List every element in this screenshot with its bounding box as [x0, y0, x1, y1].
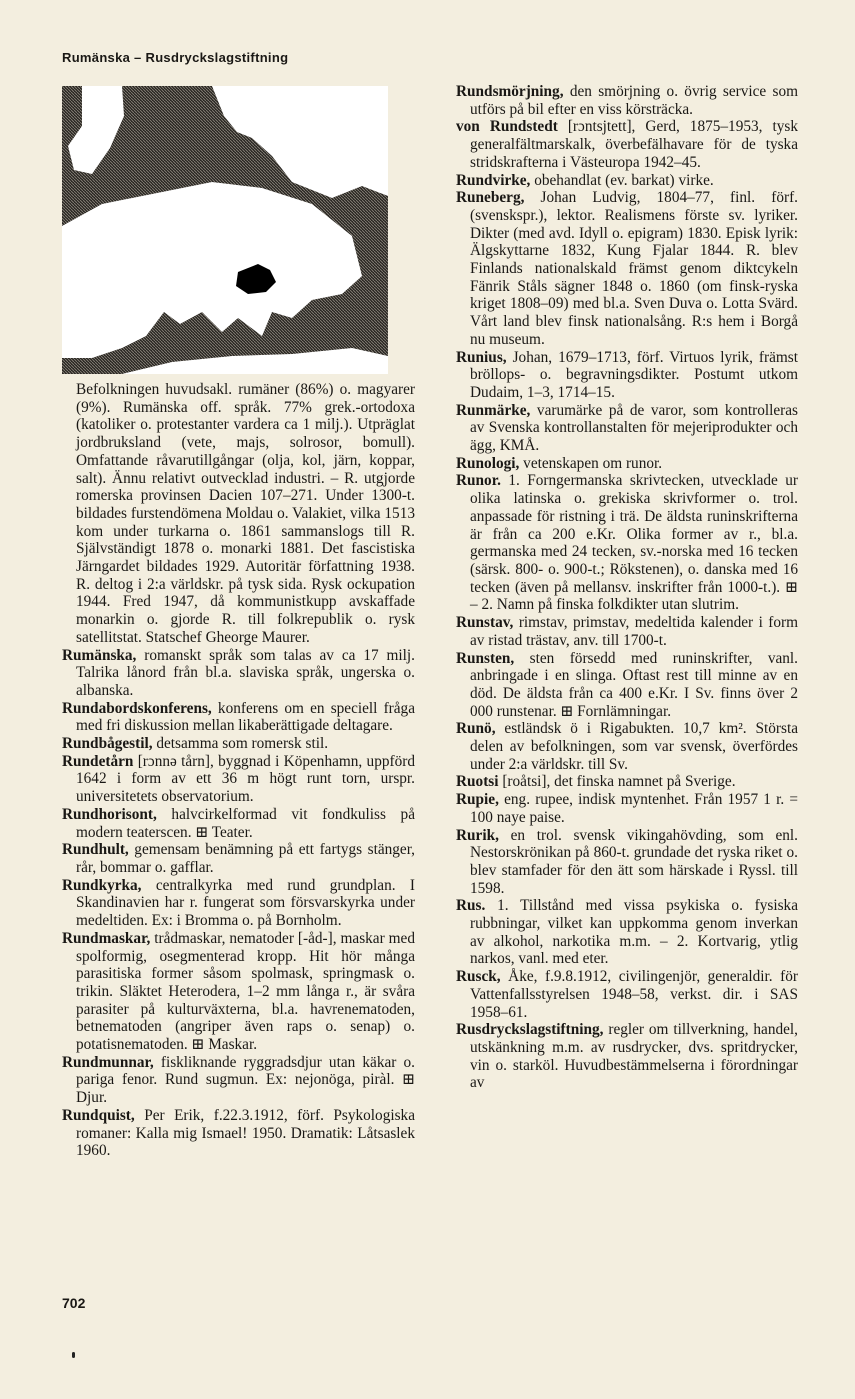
entry-rundkyrka: Rundkyrka, centralkyrka med rund grundplan. I Skandinavien har r. fungerat som försvarskyrka under medeltiden. Ex: i Bromma o. på Bornholm. — [62, 876, 415, 930]
headword: Runö, — [456, 720, 496, 738]
headword: von Rundstedt — [456, 118, 558, 136]
entry-runologi: Runologi, vetenskapen om runor. — [456, 454, 663, 472]
headword: Rundkyrka, — [62, 876, 142, 894]
headword: Rusdryckslagstiftning, — [456, 1021, 604, 1039]
entry-rundetarn: Rundetårn [rɔnnə tårn], byggnad i Köpenhamn, uppförd 1642 i form av ett 36 m högt runt torn, urspr. universitetets observatorium. — [62, 752, 415, 806]
entry-rupie: Rupie, eng. rupee, indisk myntenhet. Från 1957 1 r. = 100 naye paise. — [456, 791, 798, 826]
entry-runor: Runor. 1. Forngermanska skrivtecken, utvecklade ur olika latinska o. grekiska skrivformer o. trol. anpassade för ristning i trä. De äldsta runinskrifterna är från ca 200 e.Kr. Olika former av r., bl.a. germanska med 24 tecken, sv.-norska med 16 tecken (särsk. 800- o. 900-t.; Rökstenen), o. danska med 16 tecken (även på mellansv. inskrifter från 1000-t.). ⊞ – 2. Namn på finska folkdikter utan slutrim. — [456, 472, 798, 614]
entry-rusdryckslagstiftning: Rusdryckslagstiftning, regler om tillverkning, handel, utskänkning m.m. av rusdrycker, dvs. spritdrycker, vin o. starköl. Huvudbestämmelserna i förordningar av — [456, 1021, 798, 1092]
headword: Rundabordskonferens, — [62, 699, 212, 717]
entry-runsten: Runsten, sten försedd med runinskrifter, vanl. anbringade i en slinga. Oftast rest till minne av en död. De äldsta från ca 400 e.Kr. I Sv. finns över 2 000 runstenar. ⊞ Fornlämningar. — [456, 649, 798, 720]
entry-rundmaskar: Rundmaskar, trådmaskar, nematoder [-åd-], maskar med spolformig, osegmenterad kropp. Hit hör många parasitiska former såsom spolmask, springmask o. trikin. Släktet Heterodera, 1–2 mm långa r., är svåra parasiter på kulturväxterna, bl.a. havrenematoden, betnematoden (angriper även raps o. senap) o. potatisnematoden. ⊞ Maskar. — [62, 929, 415, 1054]
headword: Runsten, — [456, 649, 515, 667]
entry-runmarke: Runmärke, varumärke på de varor, som kontrolleras av Svenska kontrollanstalten för mejeriprodukter och ägg, KMÅ. — [456, 401, 798, 455]
entry-rundmunnar: Rundmunnar, fiskliknande ryggradsdjur utan käkar o. pariga fenor. Rund sugmun. Ex: nejonöga, piràl. ⊞ Djur. — [62, 1053, 415, 1107]
right-column — [456, 83, 798, 1092]
headword: Rupie, — [456, 791, 499, 809]
headword: Runmärke, — [456, 401, 531, 419]
headword: Rundbågestil, — [62, 735, 153, 753]
entry-von-rundstedt: von Rundstedt [rɔntsjtett], Gerd, 1875–1953, tysk generalfältmarskalk, överbefälhavare för de tyska stridskrafterna i Västeuropa 1942–45. — [456, 118, 798, 171]
headword: Rundmunnar, — [62, 1053, 154, 1071]
entry-runo: Runö, estländsk ö i Rigabukten. 10,7 km². Största delen av befolkningen, som var svensk, överfördes under 2:a världskr. till Sv. — [456, 720, 798, 773]
headword: Rundetårn — [62, 752, 134, 770]
entry-runius: Runius, Johan, 1679–1713, förf. Virtuos lyrik, främst bröllops- o. begravningsdikter. Postumt utkom Dudaim, 1–3, 1714–15. — [456, 348, 798, 401]
headword: Runologi, — [456, 454, 520, 472]
entry-rundquist: Rundquist, Per Erik, f.22.3.1912, förf. Psykologiska romaner: Kalla mig Ismael! 1950. Dramatik: Låtsaslek 1960. — [62, 1106, 415, 1160]
entry-rumanska: Rumänska, romanskt språk som talas av ca 17 milj. Talrika lånord från bl.a. slaviska språk, ungerska o. albanska. — [62, 646, 415, 699]
page-number: 702 — [62, 1295, 86, 1311]
headword: Rusck, — [456, 968, 501, 986]
headword: Rumänska, — [62, 646, 137, 664]
headword: Rundquist, — [62, 1106, 135, 1124]
running-header: Rumänska – Rusdryckslagstiftning — [62, 50, 289, 65]
entry-rurik: Rurik, en trol. svensk vikingahövding, som enl. Nestorskrönikan på 860-t. grundade det ryska riket o. blev stamfader för den ätt som härskade i Ryssl. till 1598. — [456, 826, 798, 897]
headword: Runor. — [456, 472, 501, 490]
entry-rundhorisont: Rundhorisont, halvcirkelformad vit fondkuliss på modern teaterscen. ⊞ Teater. — [62, 805, 415, 841]
entry-rundhult: Rundhult, gemensam benämning på ett fartygs stänger, rår, bommar o. gafflar. — [62, 841, 415, 876]
entry-rundabordskonferens: Rundabordskonferens, konferens om en speciell fråga med fri diskussion mellan likaberättigade deltagare. — [62, 699, 415, 735]
headword: Rundvirke, — [456, 171, 531, 189]
headword: Ruotsi — [456, 773, 499, 791]
headword: Runius, — [456, 348, 507, 366]
headword: Rundmaskar, — [62, 929, 151, 947]
entry-rus: Rus. 1. Tillstånd med vissa psykiska o. fysiska rubbningar, vilket kan uppkomma genom inverkan av alkohol, narkotika m.m. – 2. Kortvarig, ytlig narkos, vanl. med eter. — [456, 897, 798, 968]
entry-rundvirke: Rundvirke, obehandlat (ev. barkat) virke. — [456, 171, 714, 189]
headword: Runeberg, — [456, 189, 525, 207]
europe-locator-map — [62, 86, 388, 374]
entry-ruotsi: Ruotsi [roåtsi], det finska namnet på Sverige. — [456, 773, 736, 791]
headword: Rundsmörjning, — [456, 83, 564, 100]
article-intro: Befolkningen huvudsakl. rumäner (86%) o. magyarer (9%). Rumänska off. språk. 77% grek.-ortodoxa (katoliker o. protestanter vardera ca 1 milj.). Utpräglat jordbruksland (vete, majs, solrosor, bomull). Omfattande råvarutillgångar (olja, kol, järn, koppar, salt). Ännu relativt outvecklad industri. – R. utgjorde romerska provinsen Dacien 107–271. Under 1300-t. bildades furstendömena Moldau o. Valakiet, vilka 1513 kom under turkarna o. 1861 sammanslogs till R. Självständigt 1878 o. monarki 1881. Det fascistiska Järngardet bildades 1929. Autoritär författning 1938. R. deltog i 2:a världskr. på tysk sida. Rysk ockupation 1944. Fred 1947, då kommunistkupp avskaffade monarkin o. gjorde R. till folkrepublik o. rysk satellitstat. Statschef Gheorge Maurer. — [76, 381, 415, 646]
headword: Rurik, — [456, 826, 499, 844]
entry-rundsmorjning: Rundsmörjning, den smörjning o. övrig service som utförs på bil efter en viss körsträcka. — [456, 83, 798, 118]
print-mark — [72, 1352, 75, 1358]
entry-runeberg: Runeberg, Johan Ludvig, 1804–77, finl. förf. (svenskspr.), lektor. Realismens förste sv. lyriker. Dikter (med avd. Idyll o. epigram) 1830. Episk lyrik: Älgskyttarne 1832, Kung Fjalar 1844. R. blev Finlands nationalskald främst genom diktcykeln Fänrik Ståls sägner 1848 o. 1860 (om finsk-ryska kriget 1808–09) med bl.a. Sven Duva o. Lotta Svärd. Vårt land blev finsk nationalsång. R:s hem i Borgå nu museum. — [456, 189, 798, 348]
left-column — [62, 381, 415, 1160]
headword: Rundhult, — [62, 841, 129, 859]
headword: Runstav, — [456, 614, 514, 632]
entry-rundbagestil: Rundbågestil, detsamma som romersk stil. — [62, 735, 329, 753]
headword: Rundhorisont, — [62, 805, 157, 823]
entry-rusck: Rusck, Åke, f.9.8.1912, civilingenjör, generaldir. för Vattenfallsstyrelsen 1948–58, verkst. dir. i SAS 1958–61. — [456, 968, 798, 1021]
entry-runstav: Runstav, rimstav, primstav, medeltida kalender i form av ristad trästav, anv. till 1700-t. — [456, 614, 798, 649]
headword: Rus. — [456, 897, 486, 915]
